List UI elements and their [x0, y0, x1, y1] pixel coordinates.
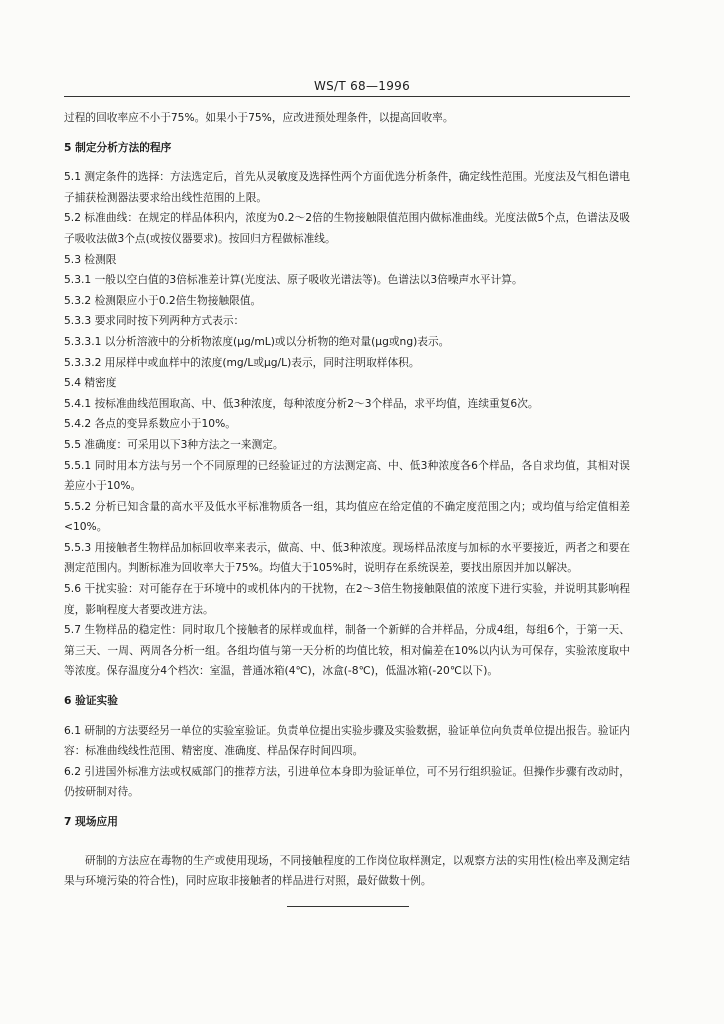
clause-paragraph: 5.3 检测限 — [64, 252, 117, 266]
clause-paragraph: 5.6 干扰实验：对可能存在于环境中的或机体内的干扰物，在2～3倍生物接触限值的浓度下进行实验，并说明其影响程度，影响程度大者要改进方法。 — [64, 582, 630, 616]
clause-paragraph: 5.5.1 同时用本方法与另一个不同原理的已经验证过的方法测定高、中、低3种浓度各6个样品，各自求均值，其相对误差应小于10%。 — [64, 458, 630, 493]
clause-paragraph: 6.2 引进国外标准方法或权威部门的推荐方法，引进单位本身即为验证单位，可不另行组织验证。但操作步骤有改动时，仍按研制对待。 — [64, 764, 630, 799]
clause-paragraph: 5.5.3 用接触者生物样品加标回收率来表示，做高、中、低3种浓度。现场样品浓度与加标的水平要接近，两者之和要在测定范围内。判断标准为回收率大于75%。均值大于105%时，说明存在系统误差，要找出原因并加以解决。 — [64, 540, 630, 575]
paragraph-gap — [64, 158, 630, 167]
end-divider — [287, 906, 409, 907]
document-header: WS/T 68—1996 — [313, 79, 411, 93]
clause-paragraph: 5.5 准确度：可采用以下3种方法之一来测定。 — [64, 437, 284, 451]
clause-paragraph: 6.1 研制的方法要经另一单位的实验室验证。负责单位提出实验步骤及实验数据，验证单位向负责单位提出报告。验证内容：标准曲线线性范围、精密度、准确度、样品保存时间四项。 — [64, 723, 630, 758]
paragraph-gap — [64, 682, 630, 691]
clause-paragraph: 5.3.1 一般以空白值的3倍标准差计算(光度法、原子吸收光谱法等)。色谱法以3倍噪声水平计算。 — [64, 273, 523, 287]
body-paragraph: 研制的方法应在毒物的生产或使用现场，不同接触程度的工作岗位取样测定，以观察方法的实用性(检出率及测定结果与环境污染的符合性)，同时应取非接触者的样品进行对照，最好做数十例。 — [64, 853, 630, 888]
paragraph-gap — [64, 803, 630, 812]
clause-paragraph: 5.3.3.2 用尿样中或血样中的浓度(mg/L或μg/L)表示，同时注明取样体积。 — [64, 355, 420, 369]
section-heading: 6 验证实验 — [64, 694, 118, 708]
clause-paragraph: 5.4 精密度 — [64, 376, 117, 390]
section-heading: 5 制定分析方法的程序 — [64, 140, 172, 154]
clause-paragraph: 过程的回收率应不小于75%。如果小于75%，应改进预处理条件，以提高回收率。 — [64, 111, 454, 124]
document-body — [64, 108, 630, 892]
clause-paragraph: 5.4.2 各点的变异系数应小于10%。 — [64, 417, 236, 431]
clause-paragraph: 5.7 生物样品的稳定性：同时取几个接触者的尿样或血样，制备一个新鲜的合并样品，分成4组，每组6个，于第一天、第三天、一周、两周各分析一组。各组均值与第一天分析的均值比较，相对偏差在10%以内认为可保存，实验浓度取中等浓度。保存温度分4个档次：室温，普通冰箱(4℃)，冰盒(-8℃)，低温冰箱(-20℃以下)。 — [64, 623, 630, 678]
clause-paragraph: 5.3.3 要求同时按下列两种方式表示： — [64, 314, 245, 328]
paragraph-gap — [64, 712, 630, 721]
clause-paragraph: 5.2 标准曲线：在规定的样品体积内，浓度为0.2～2倍的生物接触限值范围内做标准曲线。光度法做5个点，色谱法及吸子吸收法做3个点(或按仪器要求)。按回归方程做标准线。 — [64, 211, 630, 245]
clause-paragraph: 5.4.1 按标准曲线范围取高、中、低3种浓度，每种浓度分析2～3个样品，求平均值，连续重复6次。 — [64, 396, 539, 410]
clause-paragraph: 5.1 测定条件的选择：方法选定后，首先从灵敏度及选择性两个方面优选分析条件，确定线性范围。光度法及气相色谱电子捕获检测器法要求给出线性范围的上限。 — [64, 170, 630, 204]
paragraph-gap — [64, 129, 630, 138]
clause-paragraph: 5.5.2 分析已知含量的高水平及低水平标准物质各一组，其均值应在给定值的不确定度范围之内；或均值与给定值相差<10%。 — [64, 499, 630, 534]
clause-paragraph: 5.3.3.1 以分析溶液中的分析物浓度(μg/mL)或以分析物的绝对量(μg或ng)表示。 — [64, 334, 450, 348]
clause-paragraph: 5.3.2 检测限应小于0.2倍生物接触限值。 — [64, 293, 262, 307]
header-divider — [64, 96, 630, 97]
paragraph-gap — [64, 842, 630, 851]
section-heading: 7 现场应用 — [64, 815, 118, 828]
paragraph-gap — [64, 833, 630, 842]
